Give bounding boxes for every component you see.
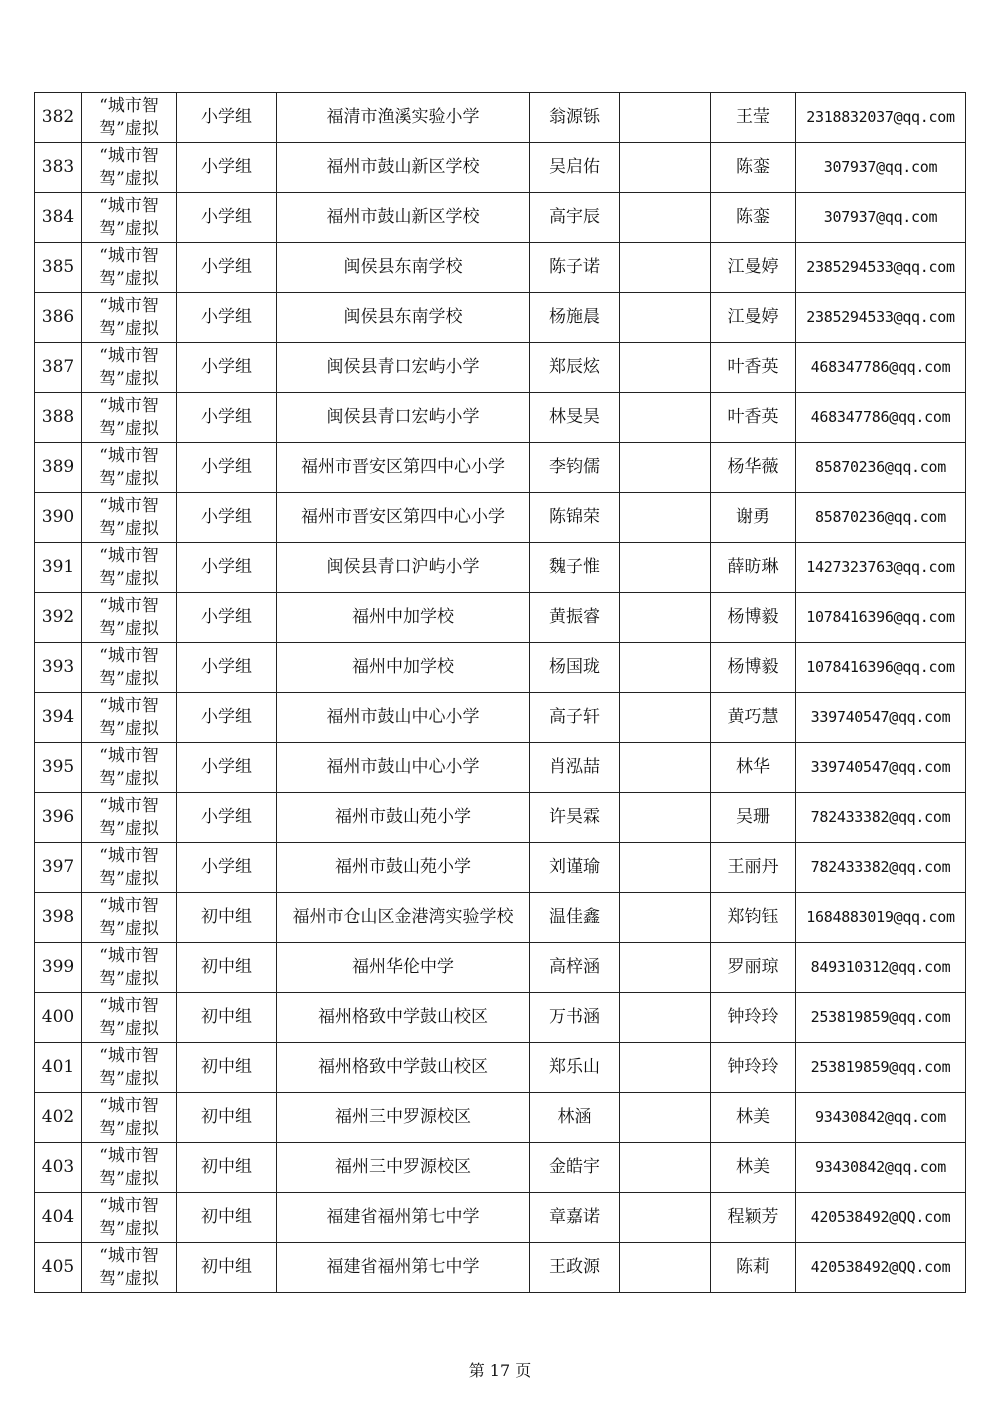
project-text: 驾”虚拟 bbox=[99, 918, 159, 939]
student-cell: 李钧儒 bbox=[530, 443, 620, 493]
table-row bbox=[35, 343, 966, 393]
email-cell: 2318832037@qq.com bbox=[796, 93, 966, 143]
row-number-cell: 398 bbox=[35, 893, 82, 943]
project-text: 驾”虚拟 bbox=[99, 618, 159, 639]
project-text: “城市智 bbox=[99, 695, 159, 716]
row-number-cell: 388 bbox=[35, 393, 82, 443]
project-cell bbox=[82, 1143, 177, 1193]
school-cell: 闽侯县青口宏屿小学 bbox=[277, 343, 530, 393]
group-cell: 初中组 bbox=[177, 1093, 277, 1143]
table-row bbox=[35, 643, 966, 693]
project-cell bbox=[82, 443, 177, 493]
project-text: 驾”虚拟 bbox=[99, 1068, 159, 1089]
project-cell bbox=[82, 843, 177, 893]
project-text: “城市智 bbox=[99, 95, 159, 116]
project-text: 驾”虚拟 bbox=[99, 418, 159, 439]
project-text: “城市智 bbox=[99, 645, 159, 666]
project-cell bbox=[82, 693, 177, 743]
empty-cell bbox=[620, 643, 711, 693]
group-cell: 小学组 bbox=[177, 443, 277, 493]
row-number-cell: 397 bbox=[35, 843, 82, 893]
empty-cell bbox=[620, 443, 711, 493]
project-text: 驾”虚拟 bbox=[99, 1268, 159, 1289]
student-cell: 郑乐山 bbox=[530, 1043, 620, 1093]
group-cell: 小学组 bbox=[177, 243, 277, 293]
teacher-cell: 林美 bbox=[711, 1143, 796, 1193]
teacher-cell: 王莹 bbox=[711, 93, 796, 143]
table-row bbox=[35, 743, 966, 793]
group-cell: 小学组 bbox=[177, 193, 277, 243]
project-text: 驾”虚拟 bbox=[99, 868, 159, 889]
project-cell bbox=[82, 493, 177, 543]
email-cell: 307937@qq.com bbox=[796, 193, 966, 243]
table-row bbox=[35, 243, 966, 293]
school-cell: 福州市鼓山新区学校 bbox=[277, 193, 530, 243]
table-row bbox=[35, 793, 966, 843]
email-cell: 468347786@qq.com bbox=[796, 343, 966, 393]
school-cell: 福州市鼓山苑小学 bbox=[277, 843, 530, 893]
email-cell: 849310312@qq.com bbox=[796, 943, 966, 993]
row-number-cell: 390 bbox=[35, 493, 82, 543]
row-number-cell: 399 bbox=[35, 943, 82, 993]
teacher-cell: 陈莉 bbox=[711, 1243, 796, 1293]
project-cell bbox=[82, 1043, 177, 1093]
email-cell: 2385294533@qq.com bbox=[796, 243, 966, 293]
table-row bbox=[35, 543, 966, 593]
row-number-cell: 403 bbox=[35, 1143, 82, 1193]
row-number-cell: 393 bbox=[35, 643, 82, 693]
email-cell: 85870236@qq.com bbox=[796, 443, 966, 493]
table-row bbox=[35, 493, 966, 543]
project-cell bbox=[82, 1093, 177, 1143]
table-row bbox=[35, 193, 966, 243]
row-number-cell: 382 bbox=[35, 93, 82, 143]
teacher-cell: 吴珊 bbox=[711, 793, 796, 843]
empty-cell bbox=[620, 793, 711, 843]
project-text: 驾”虚拟 bbox=[99, 268, 159, 289]
school-cell: 福州中加学校 bbox=[277, 643, 530, 693]
project-cell bbox=[82, 1193, 177, 1243]
teacher-cell: 杨博毅 bbox=[711, 593, 796, 643]
school-cell: 闽侯县东南学校 bbox=[277, 243, 530, 293]
school-cell: 福州三中罗源校区 bbox=[277, 1143, 530, 1193]
student-cell: 章嘉诺 bbox=[530, 1193, 620, 1243]
email-cell: 307937@qq.com bbox=[796, 143, 966, 193]
school-cell: 闽侯县东南学校 bbox=[277, 293, 530, 343]
school-cell: 福州三中罗源校区 bbox=[277, 1093, 530, 1143]
project-text: 驾”虚拟 bbox=[99, 768, 159, 789]
table-row bbox=[35, 593, 966, 643]
project-cell bbox=[82, 743, 177, 793]
project-text: “城市智 bbox=[99, 995, 159, 1016]
empty-cell bbox=[620, 543, 711, 593]
table-row bbox=[35, 443, 966, 493]
project-text: 驾”虚拟 bbox=[99, 318, 159, 339]
empty-cell bbox=[620, 593, 711, 643]
teacher-cell: 钟玲玲 bbox=[711, 993, 796, 1043]
table-body bbox=[35, 93, 966, 1293]
email-cell: 339740547@qq.com bbox=[796, 743, 966, 793]
group-cell: 初中组 bbox=[177, 1143, 277, 1193]
student-cell: 万书涵 bbox=[530, 993, 620, 1043]
table-row bbox=[35, 943, 966, 993]
teacher-cell: 钟玲玲 bbox=[711, 1043, 796, 1093]
group-cell: 初中组 bbox=[177, 1193, 277, 1243]
project-text: “城市智 bbox=[99, 1245, 159, 1266]
student-cell: 林旻昊 bbox=[530, 393, 620, 443]
row-number-cell: 394 bbox=[35, 693, 82, 743]
school-cell: 福州中加学校 bbox=[277, 593, 530, 643]
school-cell: 福州格致中学鼓山校区 bbox=[277, 1043, 530, 1093]
project-cell bbox=[82, 93, 177, 143]
empty-cell bbox=[620, 143, 711, 193]
project-text: “城市智 bbox=[99, 895, 159, 916]
row-number-cell: 387 bbox=[35, 343, 82, 393]
project-cell bbox=[82, 293, 177, 343]
student-cell: 林涵 bbox=[530, 1093, 620, 1143]
teacher-cell: 江曼婷 bbox=[711, 293, 796, 343]
project-text: “城市智 bbox=[99, 245, 159, 266]
project-text: “城市智 bbox=[99, 795, 159, 816]
group-cell: 小学组 bbox=[177, 843, 277, 893]
school-cell: 福州市晋安区第四中心小学 bbox=[277, 493, 530, 543]
teacher-cell: 林美 bbox=[711, 1093, 796, 1143]
project-text: 驾”虚拟 bbox=[99, 818, 159, 839]
table-row bbox=[35, 1143, 966, 1193]
project-text: 驾”虚拟 bbox=[99, 968, 159, 989]
project-cell bbox=[82, 893, 177, 943]
email-cell: 782433382@qq.com bbox=[796, 793, 966, 843]
project-text: “城市智 bbox=[99, 1095, 159, 1116]
empty-cell bbox=[620, 693, 711, 743]
project-text: 驾”虚拟 bbox=[99, 518, 159, 539]
empty-cell bbox=[620, 243, 711, 293]
project-text: “城市智 bbox=[99, 345, 159, 366]
empty-cell bbox=[620, 93, 711, 143]
table-row bbox=[35, 1093, 966, 1143]
project-text: 驾”虚拟 bbox=[99, 368, 159, 389]
student-cell: 温佳鑫 bbox=[530, 893, 620, 943]
email-cell: 93430842@qq.com bbox=[796, 1093, 966, 1143]
table-row bbox=[35, 93, 966, 143]
group-cell: 小学组 bbox=[177, 393, 277, 443]
project-text: “城市智 bbox=[99, 1195, 159, 1216]
school-cell: 福建省福州第七中学 bbox=[277, 1193, 530, 1243]
empty-cell bbox=[620, 493, 711, 543]
email-cell: 2385294533@qq.com bbox=[796, 293, 966, 343]
school-cell: 福州市晋安区第四中心小学 bbox=[277, 443, 530, 493]
empty-cell bbox=[620, 1043, 711, 1093]
row-number-cell: 389 bbox=[35, 443, 82, 493]
email-cell: 420538492@QQ.com bbox=[796, 1193, 966, 1243]
teacher-cell: 江曼婷 bbox=[711, 243, 796, 293]
teacher-cell: 黄巧慧 bbox=[711, 693, 796, 743]
email-cell: 468347786@qq.com bbox=[796, 393, 966, 443]
email-cell: 253819859@qq.com bbox=[796, 993, 966, 1043]
empty-cell bbox=[620, 743, 711, 793]
email-cell: 253819859@qq.com bbox=[796, 1043, 966, 1093]
table-row bbox=[35, 1193, 966, 1243]
teacher-cell: 杨博毅 bbox=[711, 643, 796, 693]
project-cell bbox=[82, 943, 177, 993]
project-cell bbox=[82, 593, 177, 643]
group-cell: 小学组 bbox=[177, 693, 277, 743]
school-cell: 福建省福州第七中学 bbox=[277, 1243, 530, 1293]
email-cell: 1684883019@qq.com bbox=[796, 893, 966, 943]
empty-cell bbox=[620, 1193, 711, 1243]
student-cell: 陈子诺 bbox=[530, 243, 620, 293]
project-text: “城市智 bbox=[99, 595, 159, 616]
student-cell: 高子轩 bbox=[530, 693, 620, 743]
empty-cell bbox=[620, 1143, 711, 1193]
table-row bbox=[35, 893, 966, 943]
teacher-cell: 谢勇 bbox=[711, 493, 796, 543]
student-cell: 翁源铄 bbox=[530, 93, 620, 143]
group-cell: 小学组 bbox=[177, 143, 277, 193]
project-text: 驾”虚拟 bbox=[99, 118, 159, 139]
project-text: “城市智 bbox=[99, 295, 159, 316]
project-text: 驾”虚拟 bbox=[99, 168, 159, 189]
school-cell: 福清市渔溪实验小学 bbox=[277, 93, 530, 143]
empty-cell bbox=[620, 1093, 711, 1143]
student-cell: 高梓涵 bbox=[530, 943, 620, 993]
table-row bbox=[35, 843, 966, 893]
row-number-cell: 405 bbox=[35, 1243, 82, 1293]
student-cell: 吴启佑 bbox=[530, 143, 620, 193]
teacher-cell: 陈銮 bbox=[711, 143, 796, 193]
student-cell: 魏子惟 bbox=[530, 543, 620, 593]
teacher-cell: 程颖芳 bbox=[711, 1193, 796, 1243]
table-row bbox=[35, 993, 966, 1043]
project-text: “城市智 bbox=[99, 945, 159, 966]
student-cell: 杨国珑 bbox=[530, 643, 620, 693]
empty-cell bbox=[620, 1243, 711, 1293]
row-number-cell: 391 bbox=[35, 543, 82, 593]
row-number-cell: 401 bbox=[35, 1043, 82, 1093]
group-cell: 初中组 bbox=[177, 1043, 277, 1093]
row-number-cell: 386 bbox=[35, 293, 82, 343]
email-cell: 1078416396@qq.com bbox=[796, 643, 966, 693]
school-cell: 福州市鼓山中心小学 bbox=[277, 743, 530, 793]
email-cell: 1078416396@qq.com bbox=[796, 593, 966, 643]
project-cell bbox=[82, 243, 177, 293]
row-number-cell: 400 bbox=[35, 993, 82, 1043]
project-cell bbox=[82, 193, 177, 243]
project-text: “城市智 bbox=[99, 1145, 159, 1166]
table-row bbox=[35, 693, 966, 743]
student-cell: 王政源 bbox=[530, 1243, 620, 1293]
group-cell: 小学组 bbox=[177, 593, 277, 643]
email-cell: 420538492@QQ.com bbox=[796, 1243, 966, 1293]
registration-table bbox=[34, 92, 966, 1293]
empty-cell bbox=[620, 393, 711, 443]
group-cell: 小学组 bbox=[177, 643, 277, 693]
group-cell: 小学组 bbox=[177, 493, 277, 543]
project-text: 驾”虚拟 bbox=[99, 1218, 159, 1239]
group-cell: 小学组 bbox=[177, 293, 277, 343]
student-cell: 杨施晨 bbox=[530, 293, 620, 343]
student-cell: 金皓宇 bbox=[530, 1143, 620, 1193]
row-number-cell: 392 bbox=[35, 593, 82, 643]
table-row bbox=[35, 1043, 966, 1093]
table-row bbox=[35, 143, 966, 193]
project-text: 驾”虚拟 bbox=[99, 1168, 159, 1189]
project-text: 驾”虚拟 bbox=[99, 668, 159, 689]
teacher-cell: 陈銮 bbox=[711, 193, 796, 243]
empty-cell bbox=[620, 943, 711, 993]
row-number-cell: 383 bbox=[35, 143, 82, 193]
teacher-cell: 杨华薇 bbox=[711, 443, 796, 493]
table-row bbox=[35, 1243, 966, 1293]
row-number-cell: 395 bbox=[35, 743, 82, 793]
group-cell: 小学组 bbox=[177, 343, 277, 393]
email-cell: 782433382@qq.com bbox=[796, 843, 966, 893]
student-cell: 高宇辰 bbox=[530, 193, 620, 243]
project-text: 驾”虚拟 bbox=[99, 218, 159, 239]
school-cell: 福州格致中学鼓山校区 bbox=[277, 993, 530, 1043]
teacher-cell: 叶香英 bbox=[711, 343, 796, 393]
group-cell: 小学组 bbox=[177, 543, 277, 593]
school-cell: 福州市鼓山中心小学 bbox=[277, 693, 530, 743]
student-cell: 黄振睿 bbox=[530, 593, 620, 643]
project-text: “城市智 bbox=[99, 445, 159, 466]
page-number: 第 17 页 bbox=[468, 1361, 532, 1380]
school-cell: 福州华伦中学 bbox=[277, 943, 530, 993]
project-text: “城市智 bbox=[99, 195, 159, 216]
teacher-cell: 叶香英 bbox=[711, 393, 796, 443]
student-cell: 刘谨瑜 bbox=[530, 843, 620, 893]
group-cell: 小学组 bbox=[177, 93, 277, 143]
project-text: “城市智 bbox=[99, 395, 159, 416]
student-cell: 陈锦荣 bbox=[530, 493, 620, 543]
project-cell bbox=[82, 793, 177, 843]
project-cell bbox=[82, 993, 177, 1043]
project-text: “城市智 bbox=[99, 545, 159, 566]
project-cell bbox=[82, 543, 177, 593]
school-cell: 福州市仓山区金港湾实验学校 bbox=[277, 893, 530, 943]
school-cell: 闽侯县青口宏屿小学 bbox=[277, 393, 530, 443]
teacher-cell: 薛昉琳 bbox=[711, 543, 796, 593]
student-cell: 郑辰炫 bbox=[530, 343, 620, 393]
project-text: 驾”虚拟 bbox=[99, 568, 159, 589]
group-cell: 初中组 bbox=[177, 943, 277, 993]
teacher-cell: 罗丽琼 bbox=[711, 943, 796, 993]
student-cell: 肖泓喆 bbox=[530, 743, 620, 793]
school-cell: 闽侯县青口沪屿小学 bbox=[277, 543, 530, 593]
project-text: 驾”虚拟 bbox=[99, 1118, 159, 1139]
school-cell: 福州市鼓山新区学校 bbox=[277, 143, 530, 193]
email-cell: 93430842@qq.com bbox=[796, 1143, 966, 1193]
project-text: “城市智 bbox=[99, 495, 159, 516]
project-text: “城市智 bbox=[99, 845, 159, 866]
teacher-cell: 王丽丹 bbox=[711, 843, 796, 893]
teacher-cell: 郑钧钰 bbox=[711, 893, 796, 943]
project-cell bbox=[82, 393, 177, 443]
row-number-cell: 385 bbox=[35, 243, 82, 293]
table-row bbox=[35, 293, 966, 343]
empty-cell bbox=[620, 193, 711, 243]
table-row bbox=[35, 393, 966, 443]
empty-cell bbox=[620, 293, 711, 343]
empty-cell bbox=[620, 843, 711, 893]
project-text: “城市智 bbox=[99, 145, 159, 166]
project-cell bbox=[82, 643, 177, 693]
project-text: 驾”虚拟 bbox=[99, 1018, 159, 1039]
empty-cell bbox=[620, 893, 711, 943]
group-cell: 小学组 bbox=[177, 793, 277, 843]
row-number-cell: 402 bbox=[35, 1093, 82, 1143]
group-cell: 小学组 bbox=[177, 743, 277, 793]
group-cell: 初中组 bbox=[177, 893, 277, 943]
empty-cell bbox=[620, 343, 711, 393]
row-number-cell: 384 bbox=[35, 193, 82, 243]
project-text: “城市智 bbox=[99, 745, 159, 766]
project-text: “城市智 bbox=[99, 1045, 159, 1066]
teacher-cell: 林华 bbox=[711, 743, 796, 793]
email-cell: 85870236@qq.com bbox=[796, 493, 966, 543]
group-cell: 初中组 bbox=[177, 993, 277, 1043]
student-cell: 许昊霖 bbox=[530, 793, 620, 843]
email-cell: 339740547@qq.com bbox=[796, 693, 966, 743]
row-number-cell: 396 bbox=[35, 793, 82, 843]
project-cell bbox=[82, 343, 177, 393]
row-number-cell: 404 bbox=[35, 1193, 82, 1243]
group-cell: 初中组 bbox=[177, 1243, 277, 1293]
project-cell bbox=[82, 1243, 177, 1293]
school-cell: 福州市鼓山苑小学 bbox=[277, 793, 530, 843]
project-text: 驾”虚拟 bbox=[99, 468, 159, 489]
empty-cell bbox=[620, 993, 711, 1043]
email-cell: 1427323763@qq.com bbox=[796, 543, 966, 593]
project-cell bbox=[82, 143, 177, 193]
project-text: 驾”虚拟 bbox=[99, 718, 159, 739]
